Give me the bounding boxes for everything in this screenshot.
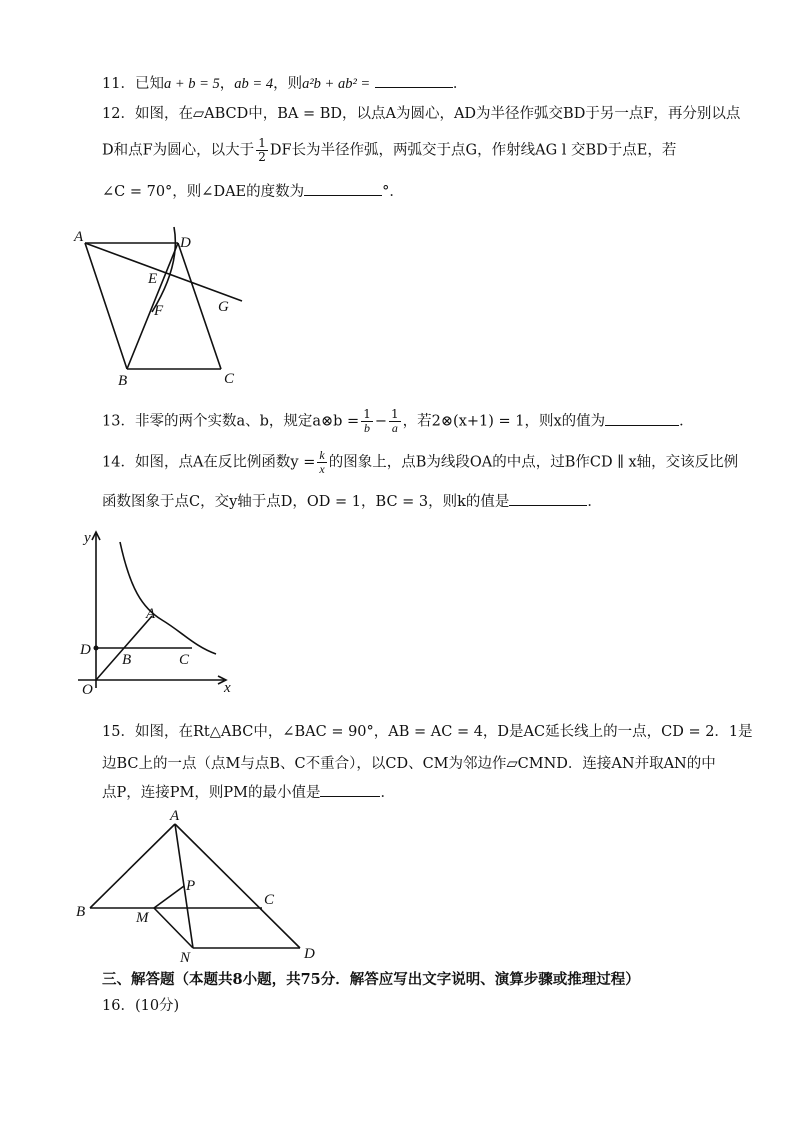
question-15-line3: 点P，连接PM，则PM的最小值是 ． bbox=[102, 782, 395, 803]
segment-PM bbox=[154, 886, 184, 908]
fraction-1-over-b: $\frac{1}{b}$ bbox=[363, 407, 371, 435]
label-A: A bbox=[170, 808, 180, 824]
segment-MN bbox=[154, 908, 193, 948]
figure-q12-parallelogram bbox=[70, 225, 260, 390]
question-14-line1: 14．如图，点A在反比例函数y = $\frac{k}{x}$ 的图象上，点B为线段OA的中点，过B作CD ∥ x轴，交该反比例 bbox=[102, 448, 739, 476]
fraction-k-over-x: $\frac{k}{x}$ bbox=[319, 448, 325, 476]
question-13: 13．非零的两个实数a、b，规定a⊗b = $\frac{1}{b}$ − $\frac{1}{a}$ ，若2⊗(x+1) = 1，则x的值为 ． bbox=[102, 407, 694, 435]
label-C: C bbox=[264, 892, 275, 908]
segment-AB bbox=[85, 243, 127, 369]
segment-DC bbox=[178, 243, 221, 369]
label-D: D bbox=[180, 235, 191, 251]
label-D: D bbox=[304, 946, 315, 962]
fraction-one-half: $\frac{1}{2}$ bbox=[258, 136, 266, 164]
segment-AB bbox=[90, 824, 175, 908]
label-C: C bbox=[179, 652, 190, 668]
label-y: y bbox=[84, 530, 91, 546]
label-B: B bbox=[118, 373, 128, 389]
section-3-title: 三、解答题（本题共8小题，共75分．解答应写出文字说明、演算步骤或推理过程） bbox=[102, 971, 640, 988]
label-A: A bbox=[74, 229, 84, 245]
answer-blank-15[interactable] bbox=[320, 782, 380, 797]
answer-blank-13[interactable] bbox=[605, 411, 679, 426]
label-P: P bbox=[186, 878, 196, 894]
label-E: E bbox=[148, 271, 158, 287]
label-N: N bbox=[180, 950, 191, 966]
answer-blank-12[interactable] bbox=[304, 181, 382, 196]
label-M: M bbox=[136, 910, 149, 926]
question-11: 11．已知a + b = 5，ab = 4，则a²b + ab² = ． bbox=[102, 73, 467, 94]
label-F: F bbox=[154, 303, 164, 319]
figure-q15-triangle bbox=[76, 808, 326, 968]
point-D bbox=[94, 646, 99, 651]
question-15-line1: 15．如图，在Rt△ABC中，∠BAC = 90°，AB = AC = 4，D是AC延长线上的一点，CD = 2．1是 bbox=[102, 724, 753, 740]
question-12-line3: ∠C = 70°，则∠DAE的度数为 °． bbox=[102, 181, 404, 202]
label-G: G bbox=[218, 299, 229, 315]
label-C: C bbox=[224, 371, 235, 387]
question-16-label: 16．(10分) bbox=[102, 998, 180, 1014]
label-x: x bbox=[224, 680, 231, 696]
label-B: B bbox=[122, 652, 132, 668]
label-O: O bbox=[82, 682, 93, 698]
label-A: A bbox=[146, 606, 156, 622]
answer-blank-11[interactable] bbox=[375, 73, 453, 88]
figure-q14-hyperbola bbox=[74, 528, 234, 703]
label-D: D bbox=[80, 642, 91, 658]
question-12-line1: 12．如图，在▱ABCD中，BA = BD，以点A为圆心，AD为半径作弧交BD于另一点F，再分别以点 bbox=[102, 106, 741, 122]
question-14-line2: 函数图象于点C，交y轴于点D，OD = 1，BC = 3，则k的值是 ． bbox=[102, 491, 602, 512]
answer-blank-14[interactable] bbox=[509, 491, 587, 506]
fraction-1-over-a: $\frac{1}{a}$ bbox=[391, 407, 399, 435]
question-12-line2: D和点F为圆心，以大于 $\frac{1}{2}$ DF长为半径作弧，两弧交于点G，作射线AG l 交BD于点E，若 bbox=[102, 136, 677, 164]
label-B: B bbox=[76, 904, 86, 920]
question-15-line2: 边BC上的一点（点M与点B、C不重合），以CD、CM为邻边作▱CMND．连接AN并取AN的中 bbox=[102, 756, 716, 772]
